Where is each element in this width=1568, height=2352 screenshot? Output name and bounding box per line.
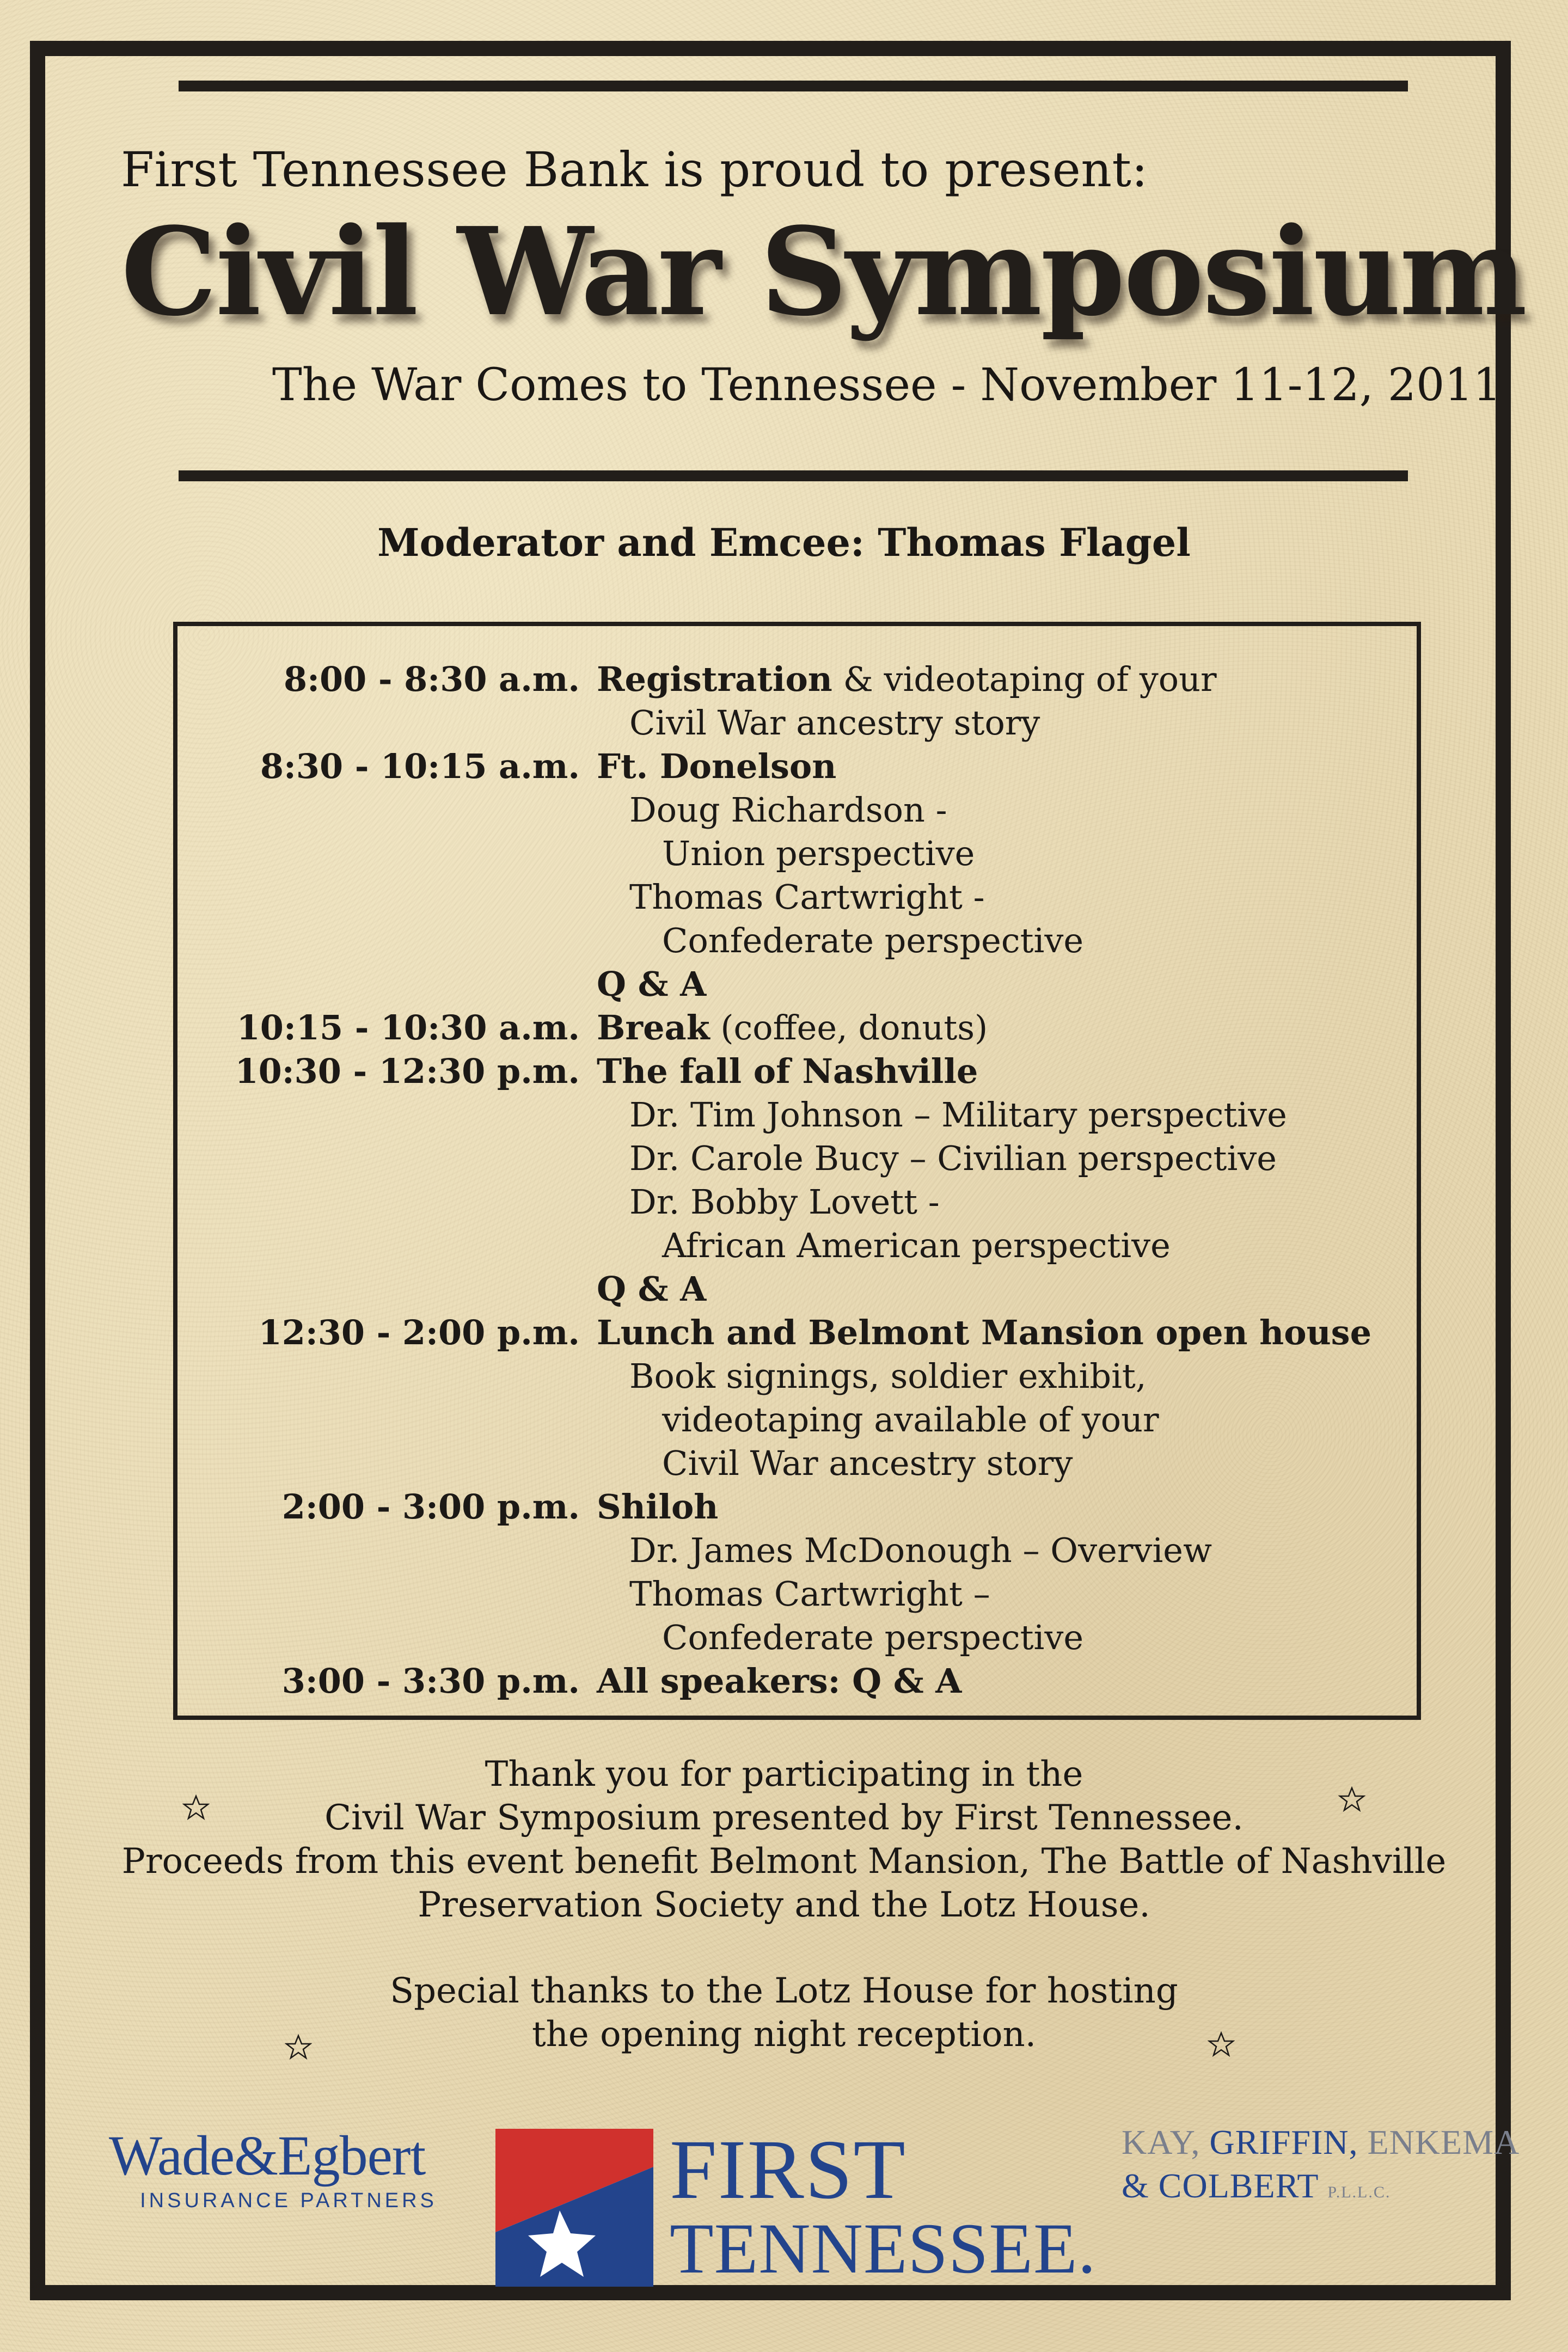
first-tennessee-star-icon (495, 2129, 653, 2287)
schedule-time: 3:00 - 3:30 p.m. (281, 1661, 580, 1701)
schedule-row (177, 1224, 1425, 1267)
first-tennessee-line2: TENNESSEE. (670, 2208, 1097, 2288)
schedule-row (177, 1659, 1425, 1703)
star-icon (1338, 1786, 1365, 1813)
schedule-row (177, 658, 1425, 701)
session-title: The fall of Nashville (597, 1051, 978, 1091)
schedule-time: 8:00 - 8:30 a.m. (283, 659, 580, 699)
kay-griffin-logo (1122, 2121, 1535, 2214)
wade-egbert-name: Wade&Egbert (109, 2124, 426, 2187)
schedule-box (173, 622, 1421, 1720)
closing-text: Preservation Society and the Lotz House. (418, 1885, 1150, 1925)
schedule-time: 10:15 - 10:30 a.m. (236, 1008, 580, 1048)
schedule-row (177, 1398, 1425, 1442)
schedule-row (177, 1616, 1425, 1659)
schedule-row (177, 1180, 1425, 1224)
speaker: Dr. Tim Johnson – Military perspective (629, 1095, 1287, 1135)
session-title: Ft. Donelson (597, 746, 837, 786)
kg-name-part: & COLBERT (1122, 2166, 1328, 2205)
speaker: Dr. Bobby Lovett - (629, 1182, 940, 1222)
speaker-perspective: Union perspective (662, 834, 975, 873)
schedule-row (177, 701, 1425, 745)
session-detail: Civil War ancestry story (629, 703, 1040, 743)
schedule-row (177, 1050, 1425, 1093)
session-title: Lunch and Belmont Mansion open house (597, 1313, 1372, 1352)
speaker-perspective: Confederate perspective (662, 1618, 1084, 1657)
page-title: Civil War Symposium (121, 201, 1526, 343)
speaker: Thomas Cartwright – (629, 1574, 990, 1614)
top-rule (179, 81, 1408, 91)
schedule-row (177, 1137, 1425, 1180)
speaker: Dr. James McDonough – Overview (629, 1530, 1212, 1570)
kg-suffix: P.L.L.C. (1327, 2183, 1391, 2201)
session-title: All speakers: Q & A (597, 1661, 962, 1701)
session-title: Break (597, 1008, 710, 1048)
session-detail: (coffee, donuts) (709, 1008, 988, 1048)
schedule-row (177, 788, 1425, 832)
closing-text: Proceeds from this event benefit Belmont Mansion, The Battle of Nashville (121, 1841, 1447, 1882)
kg-name-part: ENKEMA (1367, 2123, 1520, 2161)
speaker: Thomas Cartwright - (629, 877, 985, 917)
schedule-row (177, 875, 1425, 919)
speaker: Dr. Carole Bucy – Civilian perspective (629, 1138, 1277, 1178)
star-icon (1208, 2031, 1235, 2058)
schedule-row (177, 1572, 1425, 1616)
closing-text: Special thanks to the Lotz House for hosting (390, 1971, 1178, 2011)
kg-name-part: GRIFFIN, (1209, 2123, 1368, 2161)
schedule-row (177, 832, 1425, 875)
speaker-perspective: Confederate perspective (662, 921, 1084, 960)
kg-name-part: KAY, (1122, 2123, 1210, 2161)
session-detail: Civil War ancestry story (662, 1443, 1073, 1483)
wade-egbert-tagline: INSURANCE PARTNERS (140, 2189, 437, 2212)
schedule-row (177, 1093, 1425, 1137)
first-tennessee-logo (495, 2122, 1149, 2292)
schedule-row (177, 963, 1425, 1006)
speaker-perspective: African American perspective (662, 1226, 1171, 1265)
schedule-time: 10:30 - 12:30 p.m. (235, 1051, 580, 1091)
schedule-row (177, 1267, 1425, 1311)
schedule-row (177, 1006, 1425, 1050)
subtitle: The War Comes to Tennessee - November 11-12, 2011 (272, 359, 1502, 411)
session-title: Q & A (597, 964, 707, 1004)
session-title: Shiloh (597, 1487, 719, 1527)
wade-egbert-logo (109, 2126, 468, 2213)
schedule-row (177, 745, 1425, 788)
session-detail: videotaping available of your (662, 1400, 1159, 1440)
session-detail: Book signings, soldier exhibit, (629, 1356, 1147, 1396)
schedule-row (177, 1442, 1425, 1485)
schedule-row (177, 1485, 1425, 1529)
schedule-time: 8:30 - 10:15 a.m. (260, 746, 580, 786)
session-title: Q & A (597, 1269, 707, 1309)
speaker: Doug Richardson - (629, 790, 947, 830)
moderator-line: Moderator and Emcee: Thomas Flagel (377, 520, 1191, 565)
closing-text: Civil War Symposium presented by First Tennessee. (324, 1798, 1244, 1838)
session-title: Registration (597, 659, 832, 699)
schedule-row (177, 1355, 1425, 1398)
schedule-row (177, 1529, 1425, 1572)
star-icon (182, 1794, 210, 1821)
presenter-line: First Tennessee Bank is proud to present: (121, 142, 1148, 198)
closing-text: the opening night reception. (531, 2014, 1037, 2055)
schedule-time: 12:30 - 2:00 p.m. (258, 1313, 580, 1352)
schedule-row (177, 1311, 1425, 1355)
first-tennessee-line1: FIRST (670, 2122, 906, 2216)
closing-text: Thank you for participating in the (485, 1754, 1083, 1794)
header-rule (179, 470, 1408, 481)
schedule-time: 2:00 - 3:00 p.m. (281, 1487, 580, 1527)
session-detail: & videotaping of your (832, 659, 1217, 699)
star-icon (285, 2033, 312, 2061)
schedule-row (177, 919, 1425, 963)
